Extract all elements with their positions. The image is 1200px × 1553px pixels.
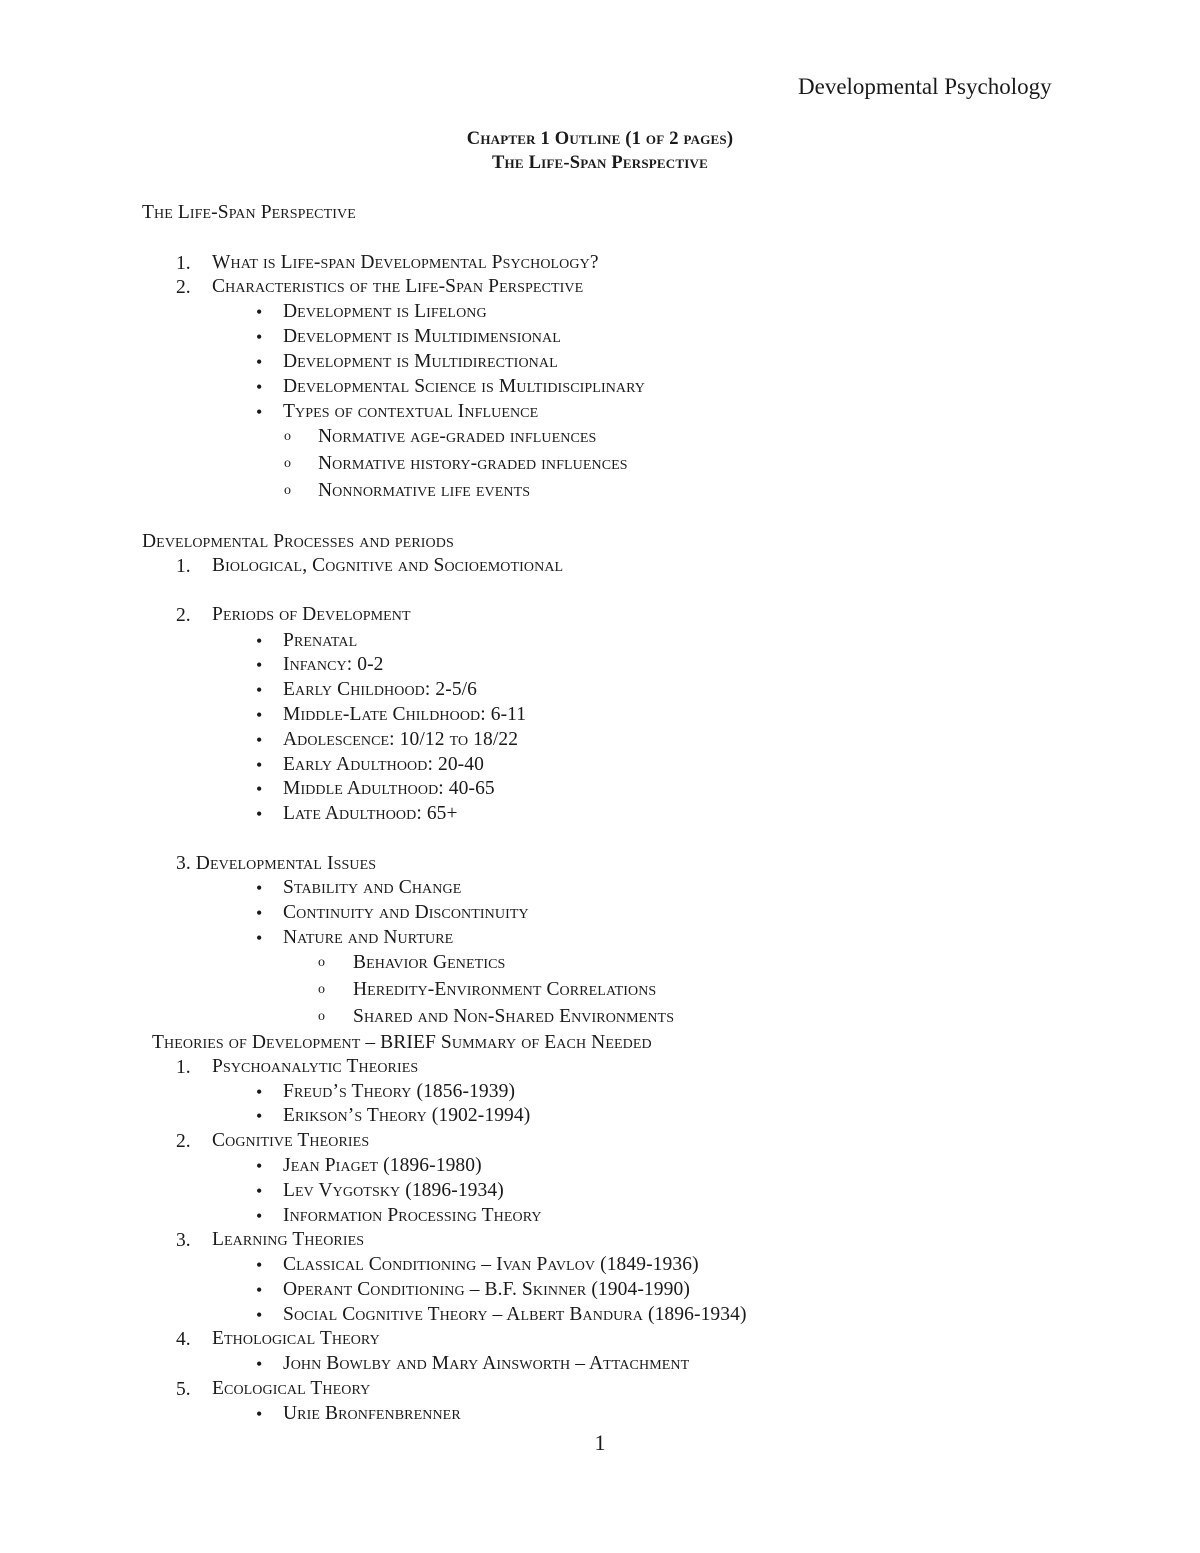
list-item: Freud’s Theory (1856-1939) [283,1081,516,1102]
bullet-icon: • [256,878,263,898]
bullet-icon: • [256,779,263,799]
list-item: Early Childhood: 2-5/6 [283,679,478,700]
list-item: Early Adulthood: 20-40 [283,754,484,775]
bullet-icon: • [256,1255,263,1275]
list-item: Psychoanalytic Theories [212,1056,419,1077]
list-item: Infancy: 0-2 [283,654,384,675]
list-item: Learning Theories [212,1229,365,1250]
list-item: Nature and Nurture [283,927,454,948]
list-item: Prenatal [283,630,358,651]
list-item: Adolescence: 10/12 to 18/22 [283,729,519,750]
bullet-icon: • [256,352,263,372]
list-item: Social Cognitive Theory – Albert Bandura (1896-1934) [283,1304,747,1325]
bullet-icon: • [256,1156,263,1176]
list-item: Stability and Change [283,877,462,898]
list-number: 2. [176,277,191,298]
list-item: Development is Lifelong [283,301,487,322]
list-item: Operant Conditioning – B.F. Skinner (1904-1990) [283,1279,690,1300]
bullet-icon: • [256,377,263,397]
circle-bullet-icon: o [284,456,291,471]
list-item: John Bowlby and Mary Ainsworth – Attachment [283,1353,690,1374]
page-number: 1 [594,1430,606,1455]
bullet-icon: • [256,1404,263,1424]
bullet-icon: • [256,1305,263,1325]
bullet-icon: • [256,631,263,651]
section-heading: Theories of Development – BRIEF Summary of Each Needed [152,1032,652,1053]
bullet-icon: • [256,1280,263,1300]
bullet-icon: • [256,1181,263,1201]
bullet-icon: • [256,1106,263,1126]
bullet-icon: • [256,755,263,775]
circle-bullet-icon: o [318,982,325,997]
list-item: Heredity-Environment Correlations [353,979,657,1000]
bullet-icon: • [256,705,263,725]
list-number: 1. [176,1057,191,1078]
bullet-icon: • [256,730,263,750]
bullet-icon: • [256,402,263,422]
circle-bullet-icon: o [318,1009,325,1024]
list-number: 2. [176,1131,191,1152]
bullet-icon: • [256,680,263,700]
section-heading: Developmental Processes and periods [142,531,454,552]
list-number: 3. [176,1230,191,1251]
bullet-icon: • [256,1354,263,1374]
list-item: Cognitive Theories [212,1130,370,1151]
list-item: Development is Multidimensional [283,326,561,347]
list-item: Classical Conditioning – Ivan Pavlov (1849-1936) [283,1254,699,1275]
list-number: 1. [176,556,191,577]
document-subtitle: The Life-Span Perspective [492,153,708,173]
circle-bullet-icon: o [318,955,325,970]
list-number: 4. [176,1329,191,1350]
list-item: 3. Developmental Issues [176,853,377,874]
list-item: Periods of Development [212,604,411,625]
bullet-icon: • [256,1082,263,1102]
running-header: Developmental Psychology [798,74,1052,99]
bullet-icon: • [256,327,263,347]
list-item: Erikson’s Theory (1902-1994) [283,1105,531,1126]
list-item: Behavior Genetics [353,952,506,973]
list-item: Normative age-graded influences [318,426,597,447]
bullet-icon: • [256,1206,263,1226]
section-heading: The Life-Span Perspective [142,202,356,223]
bullet-icon: • [256,804,263,824]
list-item: Characteristics of the Life-Span Perspective [212,276,584,297]
list-number: 5. [176,1379,191,1400]
list-item: Shared and Non-Shared Environments [353,1006,675,1027]
list-item: Types of contextual Influence [283,401,539,422]
list-item: What is Life-span Developmental Psychology? [212,252,599,273]
document-title: Chapter 1 Outline (1 of 2 pages) [466,129,734,149]
circle-bullet-icon: o [284,483,291,498]
list-item: Middle-Late Childhood: 6-11 [283,704,527,725]
bullet-icon: • [256,928,263,948]
bullet-icon: • [256,655,263,675]
list-item: Biological, Cognitive and Socioemotional [212,555,564,576]
list-item: Developmental Science is Multidisciplinary [283,376,646,397]
list-item: Jean Piaget (1896-1980) [283,1155,482,1176]
list-item: Nonnormative life events [318,480,531,501]
circle-bullet-icon: o [284,429,291,444]
list-item: Ecological Theory [212,1378,371,1399]
list-item: Normative history-graded influences [318,453,628,474]
list-item: Development is Multidirectional [283,351,558,372]
list-item: Continuity and Discontinuity [283,902,529,923]
list-item: Ethological Theory [212,1328,380,1349]
list-item: Information Processing Theory [283,1205,542,1226]
bullet-icon: • [256,302,263,322]
list-item: Middle Adulthood: 40-65 [283,778,495,799]
list-item: Urie Bronfenbrenner [283,1403,461,1424]
list-item: Lev Vygotsky (1896-1934) [283,1180,504,1201]
list-number: 2. [176,605,191,626]
bullet-icon: • [256,903,263,923]
list-number: 1. [176,253,191,274]
list-item: Late Adulthood: 65+ [283,803,458,824]
